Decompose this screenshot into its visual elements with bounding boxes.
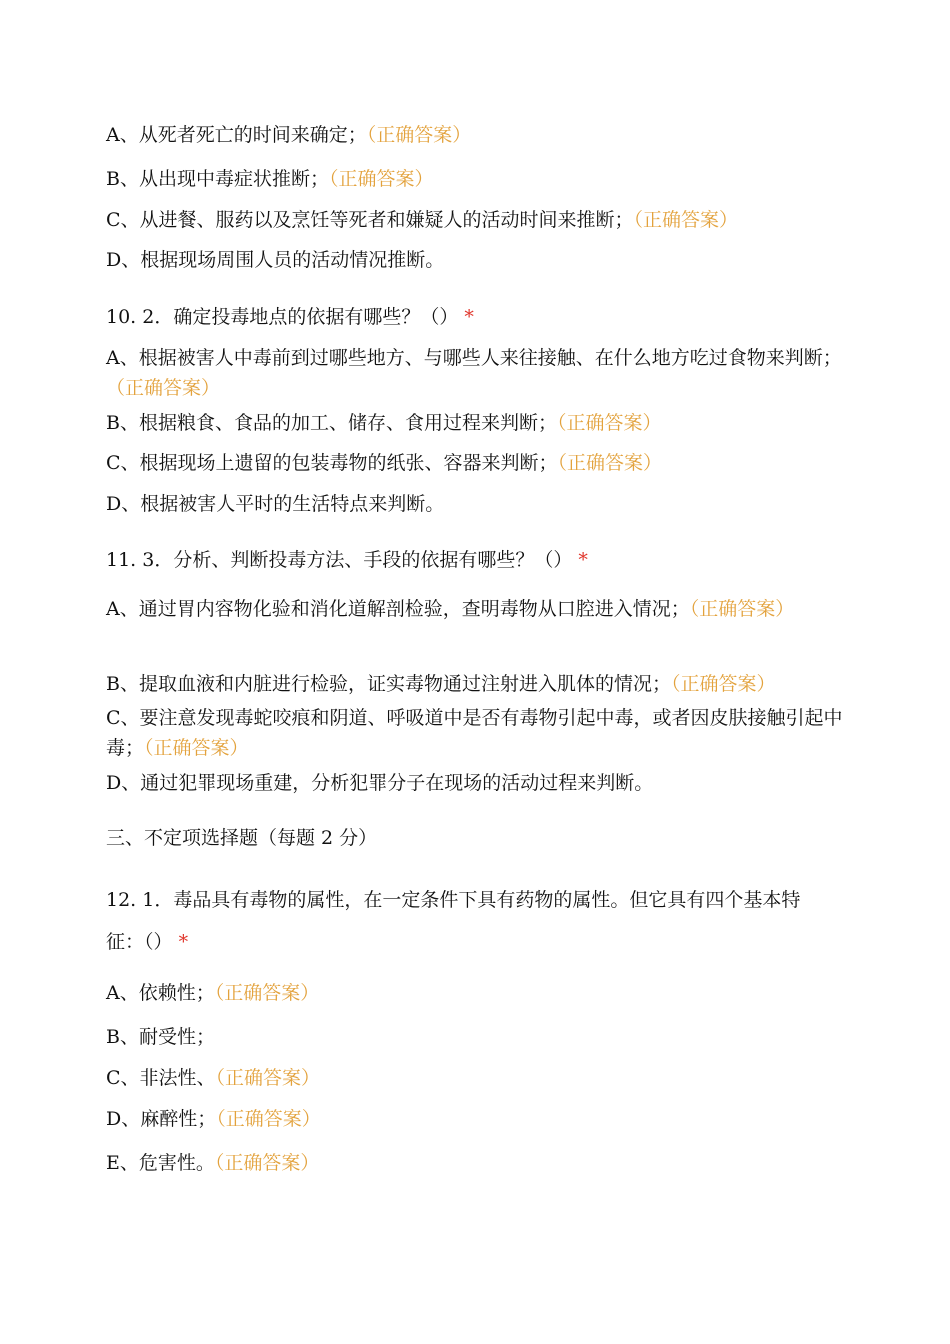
option-text: D、麻醉性；: [106, 1108, 217, 1130]
option-text: A、根据被害人中毒前到过哪些地方、与哪些人来往接触、在什么地方吃过食物来判断；: [106, 347, 842, 369]
required-mark: *: [578, 549, 588, 571]
question-text-continued: 征：（）: [106, 931, 173, 953]
q11-option-b: [106, 669, 846, 699]
correct-answer-tag: （正确答案）: [633, 209, 739, 231]
correct-answer-tag: （正确答案）: [214, 1152, 320, 1174]
q11-title: [106, 545, 846, 575]
option-text: B、根据粮食、食品的加工、储存、食用过程来判断；: [106, 412, 557, 434]
question-text: 12. 1．毒品具有毒物的属性，在一定条件下具有药物的属性。但它具有四个基本特: [106, 889, 801, 911]
q11-option-d: [106, 768, 846, 798]
correct-answer-tag: （正确答案）: [366, 124, 472, 146]
q10-option-c: [106, 448, 846, 478]
q10-title: [106, 302, 846, 332]
option-text: C、从进餐、服药以及烹饪等死者和嫌疑人的活动时间来推断；: [106, 209, 634, 231]
q12-option-a: [106, 978, 846, 1008]
q12-option-b: [106, 1022, 846, 1052]
q11-option-a: [106, 594, 846, 624]
q12-title-line1: [106, 885, 846, 915]
correct-answer-tag: （正确答案）: [670, 673, 776, 695]
required-mark: *: [464, 306, 474, 328]
q9-option-c: [106, 205, 846, 235]
option-text: B、提取血液和内脏进行检验，证实毒物通过注射进入肌体的情况；: [106, 673, 671, 695]
option-text: C、非法性、: [106, 1067, 216, 1089]
correct-answer-tag: （正确答案）: [328, 168, 434, 190]
option-text: D、根据被害人平时的生活特点来判断。: [106, 493, 445, 515]
option-text: B、从出现中毒症状推断；: [106, 168, 329, 190]
q12-option-e: [106, 1148, 846, 1178]
option-text: A、依赖性；: [106, 982, 215, 1004]
correct-answer-tag: （正确答案）: [557, 452, 663, 474]
q12-option-d: [106, 1104, 846, 1134]
q10-option-d: [106, 489, 846, 519]
option-text: A、通过胃内容物化验和消化道解剖检验，查明毒物从口腔进入情况；: [106, 598, 690, 620]
q10-option-a: [106, 343, 846, 403]
q9-option-b: [106, 164, 846, 194]
option-text: D、通过犯罪现场重建，分析犯罪分子在现场的活动过程来判断。: [106, 772, 654, 794]
option-text: C、根据现场上遗留的包装毒物的纸张、容器来判断；: [106, 452, 558, 474]
q9-option-a: [106, 120, 846, 150]
option-text: B、耐受性；: [106, 1026, 215, 1048]
question-text: 11. 3．分析、判断投毒方法、手段的依据有哪些？（）: [106, 549, 573, 571]
q10-option-b: [106, 408, 846, 438]
section-heading: [106, 823, 846, 853]
correct-answer-tag: （正确答案）: [556, 412, 662, 434]
q12-title-line2: [106, 927, 846, 957]
correct-answer-tag: （正确答案）: [214, 982, 320, 1004]
correct-answer-tag: （正确答案）: [144, 737, 249, 759]
question-text: 10. 2．确定投毒地点的依据有哪些？（）: [106, 306, 459, 328]
q11-option-c: [106, 703, 846, 763]
option-text: D、根据现场周围人员的活动情况推断。: [106, 249, 445, 271]
option-text: A、从死者死亡的时间来确定；: [106, 124, 367, 146]
section-title: 三、不定项选择题（每题 2 分）: [106, 827, 378, 849]
q9-option-d: [106, 245, 846, 275]
correct-answer-tag: （正确答案）: [689, 598, 795, 620]
correct-answer-tag: （正确答案）: [106, 377, 221, 399]
q12-option-c: [106, 1063, 846, 1093]
option-text: C、要注意发现毒蛇咬痕和阴道、呼吸道中是否有毒物引起中毒，或者因皮肤接触引起中毒；: [106, 707, 843, 759]
required-mark: *: [178, 931, 189, 953]
correct-answer-tag: （正确答案）: [216, 1108, 321, 1130]
correct-answer-tag: （正确答案）: [215, 1067, 321, 1089]
option-text: E、危害性。: [106, 1152, 215, 1174]
